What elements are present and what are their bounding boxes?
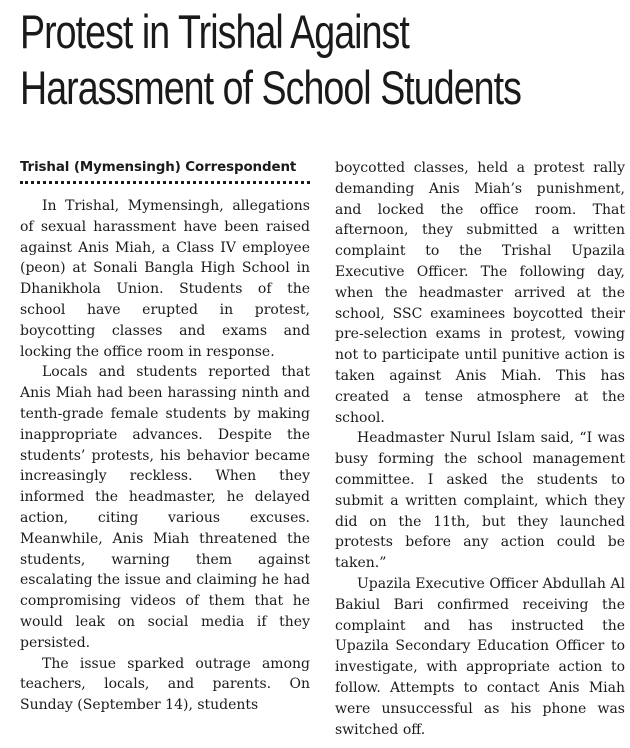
- headline: [20, 4, 521, 116]
- article-column-left: [20, 158, 310, 716]
- headline-line-2: Harassment of School Students: [20, 61, 521, 114]
- paragraph-uno-statement: Upazila Executive Officer Abdullah Al Bakiul Bari confirmed receiving the complaint and has instructed the Upazila Secondary Education Officer to investigate, with appropriate action to follow. Attempts to contact Anis Miah were unsuccessful as his phone was switched off.: [335, 575, 625, 738]
- headline-line-1: Protest in Trishal Against: [20, 5, 409, 58]
- paragraph-outrage-continued: boycotted classes, held a protest rally demanding Anis Miah’s punishment, and locked the office room. That afternoon, they submitted a written complaint to the Trishal Upazila Executive Officer. The following day, when the headmaster arrived at the school, SSC examinees boycotted their pre-selection exams in protest, vowing not to participate until punitive action is taken against Anis Miah. This has created a tense atmosphere at the school.: [335, 160, 625, 426]
- paragraph-outrage: The issue sparked outrage among teachers, locals, and parents. On Sunday (September 14), students: [20, 655, 310, 714]
- article-column-right: [335, 158, 625, 740]
- paragraph-intro: In Trishal, Mymensingh, allegations of sexual harassment have been raised against Anis Miah, a Class IV employee (peon) at Sonali Bangla High School in Dhanikhola Union. Students of the school have erupted in protest, boycotting classes and exams and locking the office room in response.: [20, 198, 310, 360]
- byline: Trishal (Mymensingh) Correspondent: [20, 158, 310, 184]
- paragraph-allegations: Locals and students reported that Anis Miah had been harassing ninth and tenth-grade female students by making inappropriate advances. Despite the students’ protests, his behavior became increasingly reckless. When they informed the headmaster, he delayed action, citing various excuses. Meanwhile, Anis Miah threatened the students, warning them against escalating the issue and claiming he had compromising videos of them that he would leak on social media if they persisted.: [20, 364, 310, 651]
- paragraph-headmaster-quote: Headmaster Nurul Islam said, “I was busy forming the school management committee. I asked the students to submit a written complaint, which they did on the 11th, but they launched protests before any action could be taken.”: [335, 430, 625, 572]
